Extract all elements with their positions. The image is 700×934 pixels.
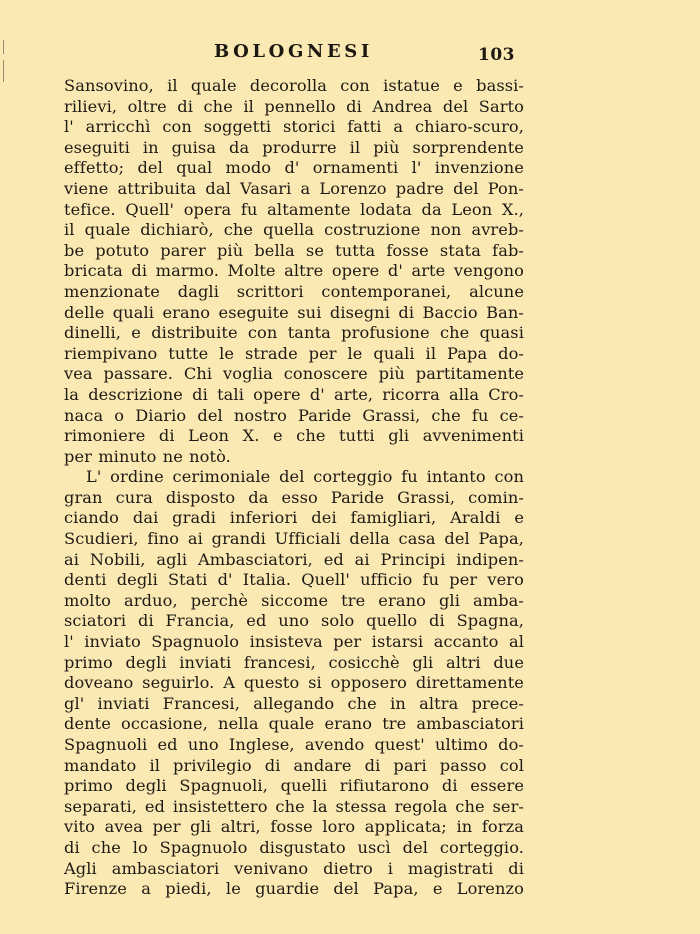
text-line: Agli ambasciatori venivano dietro i magistrati di (64, 858, 524, 878)
text-line: primo degli Spagnuoli, quelli rifiutarono di essere (64, 776, 524, 796)
text-line: riempivano tutte le strade per le quali il Papa do- (64, 343, 524, 363)
text-line: Scudieri, fino ai grandi Ufficiali della casa del Papa, (64, 529, 524, 549)
text-line: Sansovino, il quale decorolla con istatue e bassi- (64, 76, 524, 95)
text-line: doveano seguirlo. A questo si opposero direttamente (64, 673, 524, 693)
text-line: la descrizione di tali opere d' arte, ricorra alla Cro- (64, 384, 524, 404)
text-line: Firenze a piedi, le guardie del Papa, e Lorenzo (64, 879, 524, 899)
text-line: rilievi, oltre di che il pennello di Andrea del Sarto (64, 96, 524, 116)
text-line: mandato il privilegio di andare di pari passo col (64, 755, 524, 775)
text-line: vito avea per gli altri, fosse loro applicata; in forza (64, 817, 524, 837)
text-line: bricata di marmo. Molte altre opere d' arte vengono (64, 261, 524, 281)
text-line: primo degli inviati francesi, cosicchè gli altri due (64, 652, 524, 672)
text-line: sciatori di Francia, ed uno solo quello di Spagna, (64, 611, 524, 631)
text-line: ciando dai gradi inferiori dei famigliari, Araldi e (64, 508, 524, 528)
text-line: dente occasione, nella quale erano tre ambasciatori (64, 714, 524, 734)
text-line: denti degli Stati d' Italia. Quell' ufficio fu per vero (64, 570, 524, 590)
running-title: BOLOGNESI (214, 41, 373, 62)
text-line: L' ordine cerimoniale del corteggio fu intanto con (86, 467, 524, 487)
text-line: Spagnuoli ed uno Inglese, avendo quest' ultimo do- (64, 735, 524, 754)
text-line: menzionate dagli scrittori contemporanei, alcune (64, 281, 524, 301)
text-line: ai Nobili, agli Ambasciatori, ed ai Principi indipen- (64, 549, 524, 569)
text-line: eseguiti in guisa da produrre il più sorprendente (64, 137, 524, 157)
page-number: 103 (478, 45, 515, 65)
text-line: gran cura disposto da esso Paride Grassi, comin- (64, 487, 524, 507)
text-line: tefice. Quell' opera fu altamente lodata da Leon X., (64, 199, 524, 219)
text-line: per minuto ne notò. (64, 446, 231, 466)
text-line: delle quali erano eseguite sui disegni di Baccio Ban- (64, 302, 524, 322)
text-line: gl' inviati Francesi, allegando che in altra prece- (64, 693, 524, 713)
body-text (64, 76, 524, 900)
text-line: di che lo Spagnuolo disgustato uscì del corteggio. (64, 837, 524, 857)
text-line: effetto; del qual modo d' ornamenti l' invenzione (64, 158, 524, 178)
text-line: l' inviato Spagnuolo insisteva per istarsi accanto al (64, 632, 524, 652)
text-line: rimoniere di Leon X. e che tutti gli avvenimenti (64, 426, 524, 446)
text-line: il quale dichiarò, che quella costruzione non avreb- (64, 220, 524, 240)
text-line: l' arricchì con soggetti storici fatti a chiaro-scuro, (64, 117, 524, 137)
text-line: naca o Diario del nostro Paride Grassi, che fu ce- (64, 405, 524, 425)
text-line: be potuto parer più bella se tutta fosse stata fab- (64, 240, 524, 260)
page-header (0, 40, 700, 70)
text-line: separati, ed insistettero che la stessa regola che ser- (64, 796, 524, 816)
text-line: viene attribuita dal Vasari a Lorenzo padre del Pon- (64, 178, 524, 198)
text-line: molto arduo, perchè siccome tre erano gli amba- (64, 590, 524, 610)
text-line: dinelli, e distribuite con tanta profusione che quasi (64, 323, 524, 343)
text-line: vea passare. Chi voglia conoscere più partitamente (64, 364, 524, 384)
